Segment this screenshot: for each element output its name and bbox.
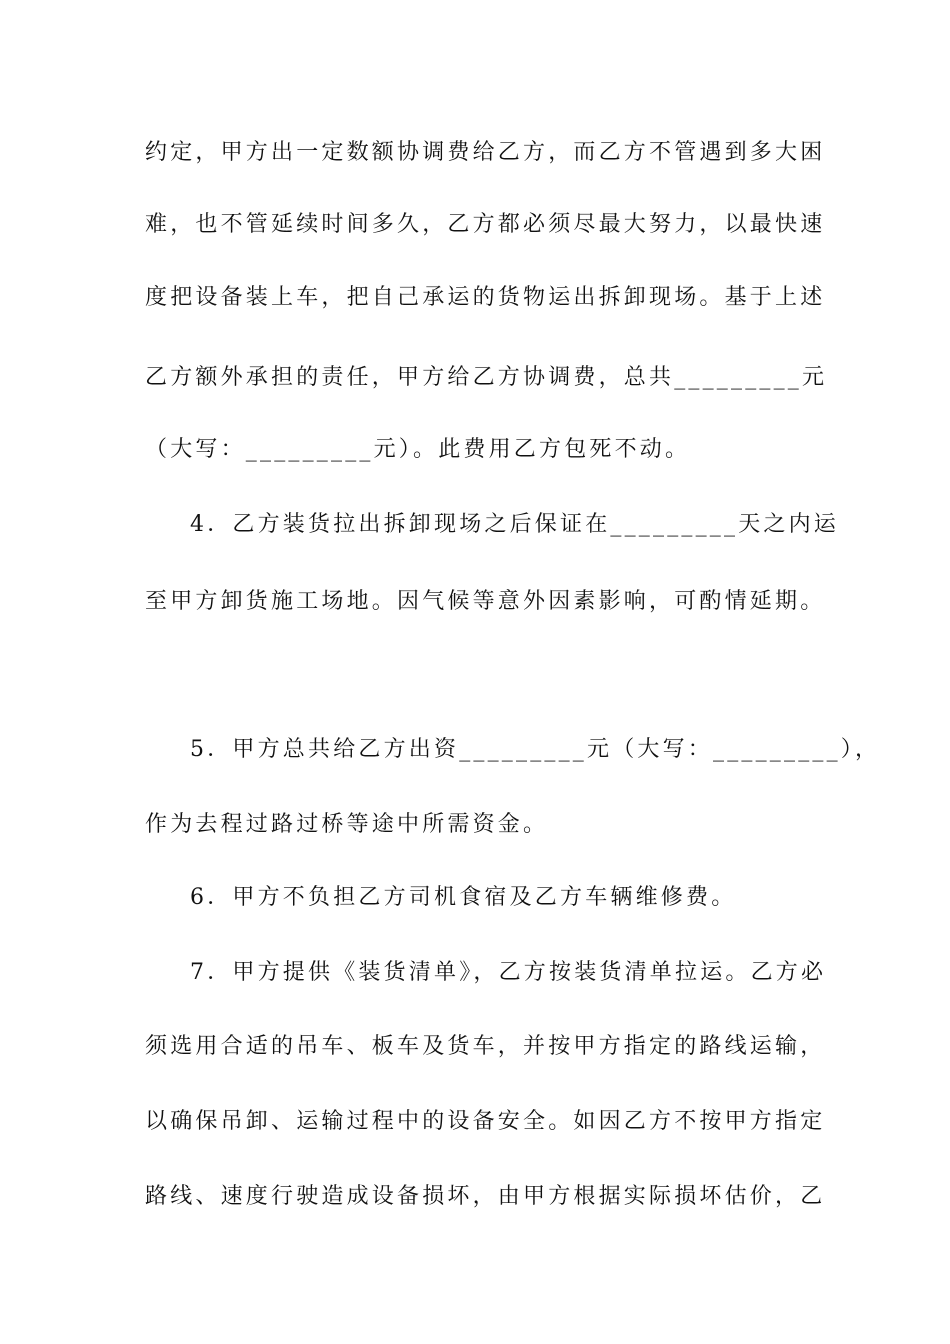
paragraph-line: 4．乙方装货拉出拆卸现场之后保证在_________天之内运 [190,512,839,537]
paragraph-line: 以确保吊卸、运输过程中的设备安全。如因乙方不按甲方指定 [145,1109,826,1134]
paragraph-line: （大写：_________元）。此费用乙方包死不动。 [145,437,691,462]
paragraph-line: 难，也不管延续时间多久，乙方都必须尽最大努力，以最快速 [145,212,826,237]
paragraph-line: 路线、速度行驶造成设备损坏，由甲方根据实际损坏估价，乙 [145,1184,826,1209]
paragraph-line: 须选用合适的吊车、板车及货车，并按甲方指定的路线运输， [145,1034,826,1059]
paragraph-line: 作为去程过路过桥等途中所需资金。 [145,812,549,837]
paragraph-line: 度把设备装上车，把自己承运的货物运出拆卸现场。基于上述 [145,285,826,310]
paragraph-line: 6．甲方不负担乙方司机食宿及乙方车辆维修费。 [190,885,737,910]
paragraph-line: 至甲方卸货施工场地。因气候等意外因素影响，可酌情延期。 [145,589,826,614]
paragraph-line: 7．甲方提供《装货清单》，乙方按装货清单拉运。乙方必 [190,960,827,985]
paragraph-line: 约定，甲方出一定数额协调费给乙方，而乙方不管遇到多大困 [145,140,826,165]
paragraph-line: 乙方额外承担的责任，甲方给乙方协调费，总共_________元 [145,365,828,390]
paragraph-line: 5．甲方总共给乙方出资_________元（大写：_________）， [190,737,881,762]
